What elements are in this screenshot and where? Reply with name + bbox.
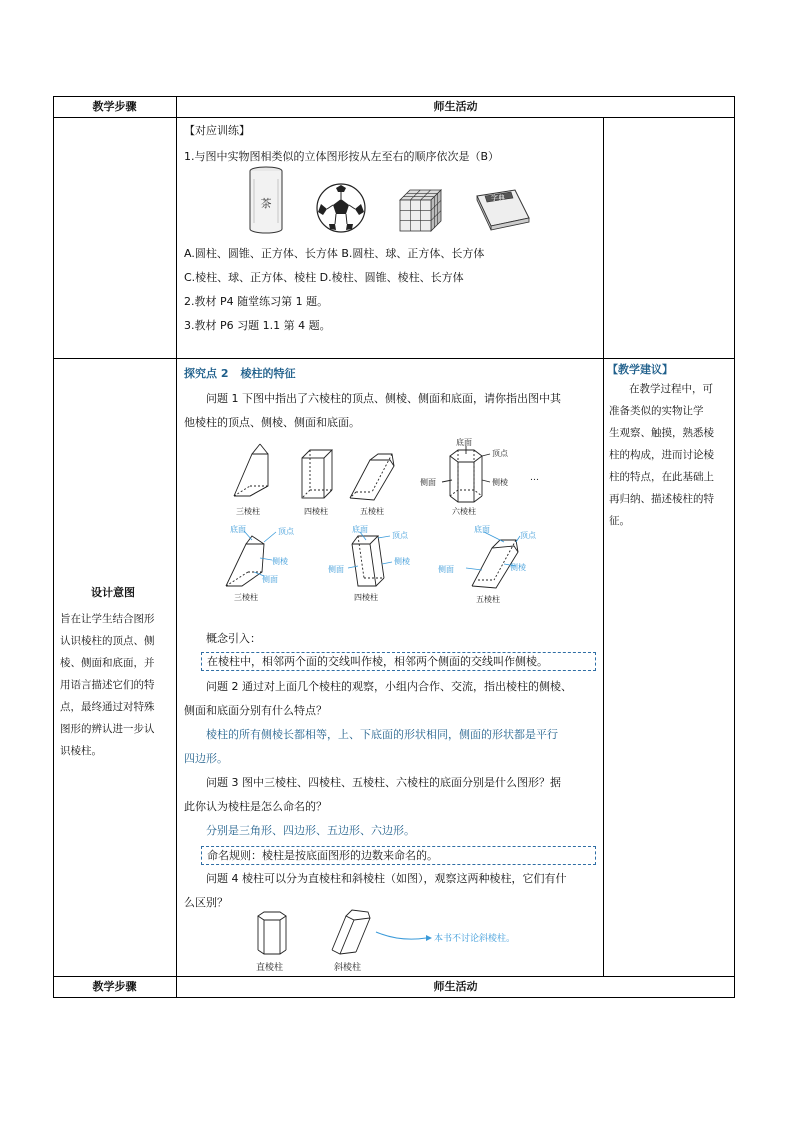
- problem-2-line2: 侧面和底面分别有什么特点？: [184, 704, 327, 717]
- fig2-top-3: 底面: [474, 525, 490, 534]
- fig1-label-top: 底面: [456, 438, 472, 447]
- fig1-label-edge: 侧棱: [492, 478, 508, 487]
- header-activity: 师生活动: [433, 100, 478, 113]
- practice-title: 【对应训练】: [184, 124, 250, 137]
- fig2-vertex-2: 顶点: [392, 531, 408, 540]
- explore-heading: 探究点 2 棱柱的特征: [184, 367, 296, 380]
- fig3-right-label: 直棱柱: [256, 963, 284, 973]
- fig2-side-2: 侧面: [328, 565, 344, 574]
- footer-activity: 师生活动: [433, 980, 478, 993]
- problem-2-line1: 问题 2 通过对上面几个棱柱的观察，小组内合作、交流，指出棱柱的侧棱、: [206, 680, 572, 693]
- concept-box-text: 在棱柱中，相邻两个面的交线叫作棱，相邻两个侧面的交线叫作侧棱。: [207, 655, 548, 668]
- problem-1-line1: 问题 1 下图中指出了六棱柱的顶点、侧棱、侧面和底面，请你指出图中其: [206, 392, 561, 405]
- fig1-label-side: 侧面: [420, 478, 436, 487]
- dictionary-label: 字典: [491, 194, 505, 202]
- fig3-note: 本书不讨论斜棱柱。: [434, 934, 516, 944]
- fig2-side-3: 侧面: [438, 565, 454, 574]
- options-ab: A.圆柱、圆锥、正方体、长方体 B.圆柱、球、正方体、长方体: [184, 247, 485, 260]
- fig2-edge-3: 侧棱: [510, 563, 526, 572]
- teaching-suggestion-text: 在教学过程中，可 准备类似的实物让学 生观察、触摸，熟悉棱 柱的构成，进而讨论棱 柱的特点，在此基础上 再归纳、描述棱柱的特 征。: [609, 383, 714, 527]
- fig2-vertex-3: 顶点: [520, 531, 536, 540]
- header-step: 教学步骤: [92, 100, 137, 113]
- answer-2-line1: 棱柱的所有侧棱长都相等，上、下底面的形状相同，侧面的形状都是平行: [206, 728, 558, 741]
- dictionary-image: [473, 188, 533, 233]
- answer-2-line2: 四边形。: [184, 752, 228, 765]
- fig1-label-tri: 三棱柱: [236, 507, 260, 516]
- fig2-tri-label: 三棱柱: [234, 593, 258, 602]
- tea-char: 茶: [260, 197, 272, 210]
- question-2: 2.教材 P4 随堂练习第 1 题。: [184, 295, 329, 308]
- fig2-edge-1: 侧棱: [272, 557, 288, 566]
- fig2-pent-label: 五棱柱: [476, 595, 500, 604]
- prisms-figure-1: [230, 440, 550, 518]
- fig2-side-1: 侧面: [262, 575, 278, 584]
- fig2-edge-2: 侧棱: [394, 557, 410, 566]
- fig1-label-hex: 六棱柱: [452, 507, 476, 516]
- prisms-figure-3: [250, 908, 540, 974]
- problem-3-line1: 问题 3 图中三棱柱、四棱柱、五棱柱、六棱柱的底面分别是什么图形？据: [206, 776, 561, 789]
- prisms-figure-2: [220, 524, 550, 604]
- options-cd: C.棱柱、球、正方体、棱柱 D.棱柱、圆锥、棱柱、长方体: [184, 271, 464, 284]
- answer-3: 分别是三角形、四边形、五边形、六边形。: [206, 824, 415, 837]
- fig1-label-quad: 四棱柱: [304, 507, 328, 516]
- question-3: 3.教材 P6 习题 1.1 第 4 题。: [184, 319, 331, 332]
- soccer-ball-image: [315, 182, 367, 234]
- naming-rule-text: 命名规则：棱柱是按底面图形的边数来命名的。: [207, 849, 438, 862]
- fig2-vertex-1: 顶点: [278, 527, 294, 536]
- teaching-suggestion-title: 【教学建议】: [607, 363, 673, 376]
- design-intent-text: 旨在让学生结合图形 认识棱柱的顶点、侧 棱、侧面和底面，并 用语言描述它们的特 点，最终通过对特殊 图形的辨认进一步认 识棱柱。: [60, 613, 155, 757]
- concept-intro: 概念引入：: [206, 632, 261, 645]
- footer-step: 教学步骤: [92, 980, 137, 993]
- fig2-top-1: 底面: [230, 525, 246, 534]
- problem-3-line2: 此你认为棱柱是怎么命名的？: [184, 800, 327, 813]
- tea-can-image: [246, 165, 286, 235]
- fig1-label-pent: 五棱柱: [360, 507, 384, 516]
- design-intent-title: 设计意图: [91, 586, 135, 599]
- fig1-label-vertex: 顶点: [492, 449, 508, 458]
- question-1: 1.与图中实物图相类似的立体图形按从左至右的顺序依次是（B）: [184, 150, 500, 163]
- problem-4-line1: 问题 4 棱柱可以分为直棱柱和斜棱柱（如图），观察这两种棱柱，它们有什: [206, 872, 567, 885]
- fig2-quad-label: 四棱柱: [354, 593, 378, 602]
- cube-image: [398, 188, 443, 233]
- fig1-label-dots: …: [530, 473, 539, 483]
- fig3-oblique-label: 斜棱柱: [334, 963, 362, 973]
- problem-1-line2: 他棱柱的顶点、侧棱、侧面和底面。: [184, 416, 360, 429]
- fig2-top-2: 底面: [352, 525, 368, 534]
- problem-4-line2: 么区别？: [184, 896, 228, 909]
